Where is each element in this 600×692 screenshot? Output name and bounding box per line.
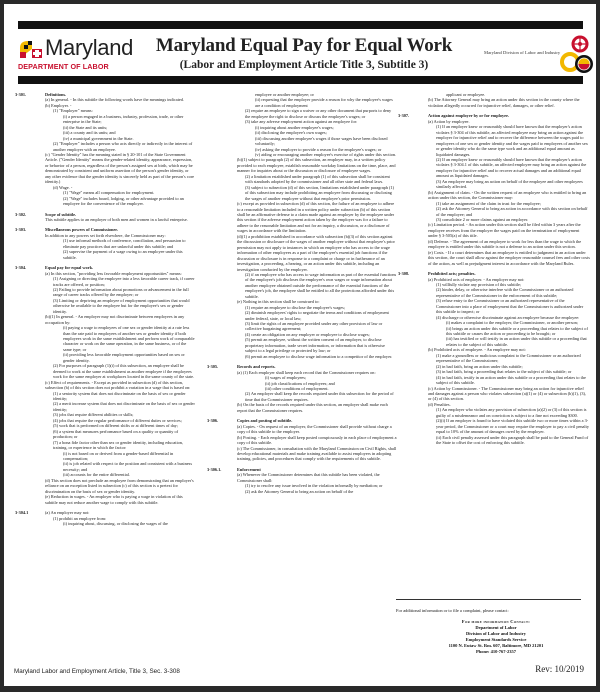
clause: (ii) is job related with respect to the position and consistent with a business necessity; and xyxy=(63,461,193,472)
clause: (d) Defense. - The agreement of an employee to work for less than the wage to which the employee is entitled under this subtitle is not a defense to an action under this section. xyxy=(428,238,582,250)
clause: employee or another employee; or xyxy=(255,92,314,97)
section-3-304-1-continued xyxy=(237,92,397,359)
contact-division: Division of Labor and Industry xyxy=(466,631,526,636)
clause: (c) Action by Commissioner. - The Commissioner may bring an action for injunctive relief and damages against a person who violates subsection (a)(1) or (4) or subsection (b)(1), (3), or (4) of this section. xyxy=(428,385,586,402)
section-title: Prohibited acts; penalties. xyxy=(428,271,476,277)
clause: (1) a seniority system that does not discriminate on the basis of sex or gender identity; xyxy=(53,390,186,402)
division-seal xyxy=(484,34,594,76)
contact-phone: Phone: 410-767-2357 xyxy=(475,649,517,654)
clause: (1) use informal methods of conference, conciliation, and persuasion to eliminate pay practices that are unlawful under this subtitle; and xyxy=(63,238,186,249)
document-heading xyxy=(154,35,454,71)
section-3-302 xyxy=(15,211,195,223)
footer-citation: Maryland Labor and Employment Article, Title 3, Sec. 3-308 xyxy=(14,668,180,675)
clause: (c) Limitation period. - An action under this section shall be filed within 3 years after the employee receives from the employer the wages paid on the termination of employment under § 3-505(a) of this title. xyxy=(428,222,581,239)
clause: (1) An employer who violates any provision of subsection (a)(2) or (3) of this section is guilty of a misdemeanor and on conviction is subject to a fine not exceeding $300. xyxy=(436,407,587,418)
clause: (ii) job classifications of employees; and xyxy=(265,380,335,386)
contact-service: Employment Standards Service xyxy=(465,637,527,642)
section-3-306-1 xyxy=(207,466,397,494)
clause: (3) refuse entry to the Commissioner or an authorized representative of the Commissioner into a place of employment that the Commissioner is authorized under this subtitle to inspect; or xyxy=(436,298,584,315)
clause: (7) a bona fide factor other than sex or gender identity, including education, training, or experience in which the factor: xyxy=(53,439,184,451)
clause: (d)(1) a prohibition established in accordance with subsection (b)(3) of this section against the discussion or disclosure of the wages of another employee without that employee's prior permission may not apply to instances in which an employee who has access to the wage information of other employees as a part of the employee's essential job functions if the discussion or disclosure is in response to a complaint or charge or in furtherance of an investigation, a proceeding, a hearing, or an action under this subtitle, including an investigation conducted by the employer. xyxy=(237,233,395,272)
section-number: 3-308. xyxy=(398,271,410,277)
clause: applicant or employee. xyxy=(446,92,486,97)
column-2 xyxy=(207,92,397,499)
section-title: Equal pay for equal work. xyxy=(45,265,94,271)
clause: (6) a system that measures performance based on a quality or quantity of production; or xyxy=(53,428,179,440)
clause: (3) consolidate 2 or more claims against an employer. xyxy=(436,216,529,222)
clause: (1) make a groundless or malicious complaint to the Commissioner or an authorized representative of the Commissioner; xyxy=(436,352,581,364)
section-title: Scope of subtitle. xyxy=(45,211,77,217)
contact-divider xyxy=(396,599,581,600)
clause: (2) ask the Attorney General to bring an action in accordance with this section on behalf of the employee; and xyxy=(436,206,588,217)
clause: (3) take any adverse employment action against an employee for: xyxy=(245,119,358,125)
clause: (2)(i) If an employer is found to have violated this subtitle two or more times within a 3-year period, the Commissioner or a court may require the employer to pay a civil penalty equal to 10% of the amount of damages owed by the employer. xyxy=(436,418,589,435)
contact-intro: For additional information or to file a complaint, please contact: xyxy=(396,608,509,613)
clause: (1) "Employer" means: xyxy=(53,108,93,114)
section-3-304-1 xyxy=(15,510,195,526)
clause: (3) jobs that require different abilities or skills; xyxy=(53,412,134,418)
clause: (d) This section does not preclude an employee from demonstrating that an employer's reliance on an exception listed in subsection (c) of this section is a pretext for discrimination on the basis of sex or gender identity. xyxy=(45,477,194,494)
clause: (e) Reduction in wages. - An employer who is paying a wage in violation of this subtitle may not reduce another wage to comply with this subtitle. xyxy=(45,494,183,505)
section-3-301 xyxy=(15,92,195,207)
clause: (2) a limitation established under paragraph (1) of this subsection shall be consistent with standards adopted by the commissioner and all other state and federal laws. xyxy=(245,173,390,185)
seal-caption: Maryland Division of Labor and Industry xyxy=(484,50,561,55)
clause: (2) If an employer knew or reasonably should have known that the employer's action violates § 3-304.1 of this subtitle, an affected employee may bring an action against the employer for injunctive relief and to recover actual damages and an additional equal amount as liquidated damages. xyxy=(436,156,587,179)
clause: (iii) a county and its units; and xyxy=(63,130,116,136)
document-page xyxy=(4,4,596,686)
clause: (2) supervise the payment of a wage owing to an employee under this subtitle. xyxy=(63,249,183,260)
column-3 xyxy=(398,92,590,451)
clause: (a) (1) Each employer shall keep each record that the Commissioner requires on: xyxy=(237,369,376,375)
clause: In addition to any powers set forth elsewhere, the Commissioner may: xyxy=(45,232,166,238)
clause: (ii) the State and its units; xyxy=(63,124,108,130)
clause: (ii) requesting that the employer provide a reason for why the employee's wages are a condition of employment xyxy=(255,97,393,108)
section-3-303 xyxy=(15,227,195,260)
clause: (v) aiding or encouraging another employee's exercise of rights under this section. xyxy=(255,151,397,157)
section-3-305 xyxy=(207,364,397,413)
section-number: 3-302. xyxy=(15,211,27,217)
clause: (2) Failing to provide information about promotions or advancement in the full range of career tracks offered by the employer; or xyxy=(53,286,189,298)
clause: (b) On the basis of the records required under this section, an employer shall make each report that the Commissioner requires. xyxy=(237,402,388,413)
clause: (6) permit an employee to disclose wage information to a competitor of the employer. xyxy=(245,353,393,359)
clause: (ii) disclosing the employee's own wages; xyxy=(255,130,327,136)
clause: (1) require an employee to disclose the employee's wages; xyxy=(245,304,346,310)
clause: (b) The Attorney General may bring an action under this section in the county where the violation allegedly occurred for injunctive relief, damages, or other relief. xyxy=(428,97,580,108)
clause: (3) An employee may bring an action on behalf of the employee and other employees similarly affected. xyxy=(436,178,583,190)
clause: (2) hinder, delay, or otherwise interfere with the Commissioner or an authorized representative of the Commissioner in the enforcement of this subtitle; xyxy=(436,287,574,298)
clause: (4) discharge or otherwise discriminate against an employee because the employee: xyxy=(436,314,580,320)
clause: (3) subject to subsection (d) of this section, limitations established under paragraph (1) of this subsection may include prohibiting an employee from discussing or disclosing the wages of another employee without that employee's prior permission. xyxy=(245,184,395,201)
clause: This subtitle applies to an employer of both men and women in a lawful enterprise. xyxy=(45,216,188,222)
clause: (iv) a municipal government in the State. xyxy=(63,135,134,141)
clause: (c) "Gender Identity" has the meaning stated in § 20-101 of the State Government Article. ("Gender Identity" means the gender-related identity, appearance, expression, or behavior of a person, regardless of the person's assigned sex at birth, which may be demonstrated by consistent and uniform assertion of the person's gender identity, or any other evidence that the gender identity is sincerely held as part of the person's core identity.) xyxy=(45,151,195,185)
clause: (3) Limiting or depriving an employee of employment opportunities that would otherwise be available to the employee but for the employee's sex or gender identity. xyxy=(53,297,190,314)
section-title: Copies and posting of subtitle. xyxy=(237,418,293,424)
section-number: 3-306. xyxy=(207,418,219,424)
logo-department: DEPARTMENT OF LABOR xyxy=(18,62,109,71)
revision-date: Rev: 10/2019 xyxy=(535,664,584,674)
section-number: 3-306.1. xyxy=(207,466,222,472)
clause: (b)(1) subject to paragraph (2) of this subsection, an employer may, in a written policy provided to each employee, establish reasonable workday limitations on the time, place, and manner for inquiries about or the discussion or disclosure of employee wages. xyxy=(237,157,396,174)
clause: (iii) other conditions of employment. xyxy=(265,386,329,392)
contact-block xyxy=(396,619,596,655)
clause: (2) require an employee to sign a waiver or any other document that purports to deny the employee the right to disclose or discuss the employee's wages; or xyxy=(245,108,392,119)
maryland-flag-icon xyxy=(18,38,44,60)
section-3-307 xyxy=(398,113,590,266)
page-title: Maryland Equal Pay for Equal Work xyxy=(155,35,453,56)
clause: (e) Nothing in this section shall be construed to: xyxy=(237,299,320,305)
clause: (b) Posting. - Each employer shall keep posted conspicuously in each place of employment a copy of this subtitle. xyxy=(237,434,397,446)
clause: (c) Effect of requirements. - Except as provided in subsection (d) of this section, subsection (b) of this section does not prohibit a variation in a wage that is based on: xyxy=(45,379,191,391)
clause: (5) permit an employee, without the written consent of an employer, to disclose proprietary information, trade secret information, or information that is otherwise subject to a legal privilege or protected by law; or xyxy=(245,337,385,354)
clause: (e) Costs. - If a court determines that an employee is entitled to judgment in an action under this section, the court shall allow against the employer reasonable counsel fees and other costs of the action, as well as prejudgment interest in accordance with the Maryland Rules. xyxy=(428,249,590,266)
section-3-306-1-continued xyxy=(428,92,590,108)
clause: (iii) discussing another employee's wages if those wages have been disclosed voluntarily; xyxy=(255,135,388,147)
clause: (2) "Wage" includes board, lodging, or other advantage provided to an employee for the convenience of the employer. xyxy=(63,195,184,207)
clause: (2) in bad faith, bring an action under this subtitle; xyxy=(436,363,523,369)
clause: (2) diminish employees' rights to negotiate the terms and conditions of employment under federal, state, or local law; xyxy=(245,310,389,321)
page-subtitle: (Labor and Employment Article Title 3, Subtitle 3) xyxy=(179,59,429,71)
clause: (1) willfully violate any provision of this subtitle; xyxy=(436,281,522,287)
clause: (c) except as provided in subsection (d) of this section, the failure of an employee to adhere to a reasonable limitation included in a written policy under subsection (b) of this section shall be an affirmative defense to a claim made against an employer by the employee under this section if the adverse employment action taken by the employer was for a failure to adhere to the reasonable limitation and not for an inquiry, a discussion, or a disclosure of wages in accordance with the limitation. xyxy=(237,201,395,234)
md-department-of-labor-logo xyxy=(18,34,138,74)
clause: (1) try to resolve any issue involved in the violation informally by mediation; or xyxy=(245,483,383,489)
gear-seal-icon xyxy=(560,34,594,76)
clause: (ii) Each civil penalty assessed under this paragraph shall be paid to the General Fund of the State to offset the cost of enforcing this subtitle. xyxy=(436,434,589,446)
clause: (ii) providing less favorable employment opportunities based on sex or gender identity. xyxy=(63,352,185,363)
section-title: Enforcement xyxy=(237,466,261,472)
clause: (c) The Commissioner, in consultation with the Maryland Commission on Civil Rights, shall develop educational materials and make training available to assist employers in adopting training, policies, and procedures that comply with the requirements of this subtitle. xyxy=(237,445,397,462)
section-title: Miscellaneous powers of Commissioner. xyxy=(45,227,118,233)
clause: (4) jobs that require the regular performance of different duties or services; xyxy=(53,417,182,423)
section-title: Records and reports. xyxy=(237,364,276,370)
clause: (3) in bad faith, bring a proceeding that relates to the subject of this subtitle; or xyxy=(436,369,572,375)
logo-wordmark: Maryland xyxy=(45,35,134,60)
clause: (d) Penalties. xyxy=(428,401,451,407)
section-3-304 xyxy=(15,265,195,505)
clause: (i) a person engaged in a business, industry, profession, trade, or other enterprise in the State; xyxy=(63,113,184,125)
clause: (a) Prohibited acts of employer. - An employer may not: xyxy=(428,276,525,282)
contact-department: Department of Labor xyxy=(475,625,517,630)
clause: (2) if an employee who has access to wage information as part of the essential functions of the employee's job discloses the employee's own wages or wage information about another employee obtained outside the performance of the essential functions of the employee's job, the employee shall be entitled to all the protections afforded under this subtitle. xyxy=(245,271,397,299)
section-number: 3-305. xyxy=(207,364,219,370)
clause: (iv) asking the employer to provide a reason for the employee's wages; or xyxy=(255,146,382,152)
clause: (i) is not based on or derived from a gender-based differential in compensation; xyxy=(63,450,174,461)
clause: (ii) brings an action under this subtitle or a proceeding that relates to the subject of this subtitle or causes the action or proceeding to be brought; or xyxy=(446,325,588,337)
clause: (iii) has testified or will testify in an action under this subtitle or a proceeding that relates to the subject of this subtitle. xyxy=(446,336,587,347)
section-number: 3-303. xyxy=(15,227,27,233)
header-bottom-bar xyxy=(18,76,583,84)
clause: (b) Assignment of claim. - On the written request of an employee who is entitled to bring an action under this section, the Commissioner may: xyxy=(428,189,587,201)
clause: (2) An employer shall keep the records required under this subsection for the period of time that the Commissioner requires. xyxy=(245,391,394,402)
clause: (2) "Employer" includes a person who acts directly or indirectly in the interest of another employer with an employee. xyxy=(53,141,193,152)
section-number: 3-304. xyxy=(15,265,27,271)
clause: (i) inquiring about, discussing, or disclosing the wages of the xyxy=(63,520,168,526)
clause: (a) Copies. - On request of an employer, the Commissioner shall provide without charge a copy of this subtitle to the employer. xyxy=(237,423,392,435)
clause: (a) Whenever the Commissioner determines that this subtitle has been violated, the Commissioner shall: xyxy=(237,472,380,483)
contact-heading: For more information Contact: xyxy=(461,619,531,624)
clause: (2) a merit increase system that does not discriminate on the basis of sex or gender identity; xyxy=(53,401,195,412)
section-number: 3-301. xyxy=(15,92,27,97)
section-number: 3-307. xyxy=(398,113,410,119)
column-1 xyxy=(15,92,195,531)
clause: (a) An employer may not: xyxy=(45,510,90,516)
section-title: Action against employer by or for employee. xyxy=(428,113,510,119)
clause: (b)(1) In general. - An employer may not discriminate between employees in any occupation by: xyxy=(45,314,185,325)
clause: (2) ask the Attorney General to bring an action on behalf of the xyxy=(245,488,354,494)
clause: (5) work that is performed on different shifts or at different times of day; xyxy=(53,423,179,429)
clause: (i) inquiring about another employee's wages; xyxy=(255,124,334,130)
clause: (1) Assigning or directing the employee into a less favorable career track, if career tracks are offered, or position; xyxy=(53,276,195,287)
contact-address: 1100 N. Eutaw St. Rm. 607, Baltimore, MD 21201 xyxy=(448,643,544,648)
clause: (i) wages of employees; xyxy=(265,375,307,381)
clause: (b) Prohibited acts of employee. - An employee may not: xyxy=(428,347,526,353)
section-3-306 xyxy=(207,418,397,462)
clause: (a) Action by employee. xyxy=(428,118,470,124)
clause: (i) paying a wage to employees of one sex or gender identity at a rate less than the rate paid to employees of another sex or gender identity if both employees work in the same establishment and perform work of comparable character or work on the same operation, in the same business, or of the same type; or xyxy=(63,325,195,352)
clause: (i) makes a complaint to the employer, the Commissioner, or another person; xyxy=(446,320,578,326)
clause: (3) limit the rights of an employee provided under any other provision of law or collective bargaining agreement; xyxy=(245,321,383,332)
clause: (1) take an assignment of the claim in trust for the employee; xyxy=(436,200,541,206)
clause: (1) prohibit an employee from: xyxy=(53,515,107,521)
clause: (2) For purposes of paragraph (1)(i) of this subsection, an employee shall be deemed to work at the same establishment as another employee if the employees work for the same employer at workplaces located in the same county of the state. xyxy=(53,363,195,380)
clause: (d) Wage. - xyxy=(53,184,73,190)
clause: (b) Employer. - xyxy=(45,102,72,108)
section-3-308 xyxy=(398,271,590,446)
clause: (iii) accounts for the entire differential. xyxy=(63,472,130,478)
clause: (4) in bad faith, testify in an action under this subtitle or a proceeding that relates to the subject of this subtitle. xyxy=(436,374,586,386)
clause: (a) In this section, "providing less favorable employment opportunities" means: xyxy=(45,270,182,276)
clause: (1) "Wage" means all compensation for employment. xyxy=(63,190,155,196)
header-top-bar xyxy=(18,21,583,29)
section-title: Definitions. xyxy=(45,92,67,97)
clause: (4) create an obligation on any employer or employee to disclose wages; xyxy=(245,331,370,337)
clause: (1) If an employer knew or reasonably should have known that the employer's action violates § 3-304 of this subtitle, an affected employee may bring an action against the employer for injunctive relief and to recover the difference between the wages paid to employees of one sex or gender identity and the wages paid to employees of another sex or gender identity who do the same type work and an additional equal amount as liquidated damages. xyxy=(436,124,588,157)
section-number: 3-304.1 xyxy=(15,510,29,516)
clause: (a) In general. - In this subtitle the following words have the meanings indicated. xyxy=(45,97,185,103)
